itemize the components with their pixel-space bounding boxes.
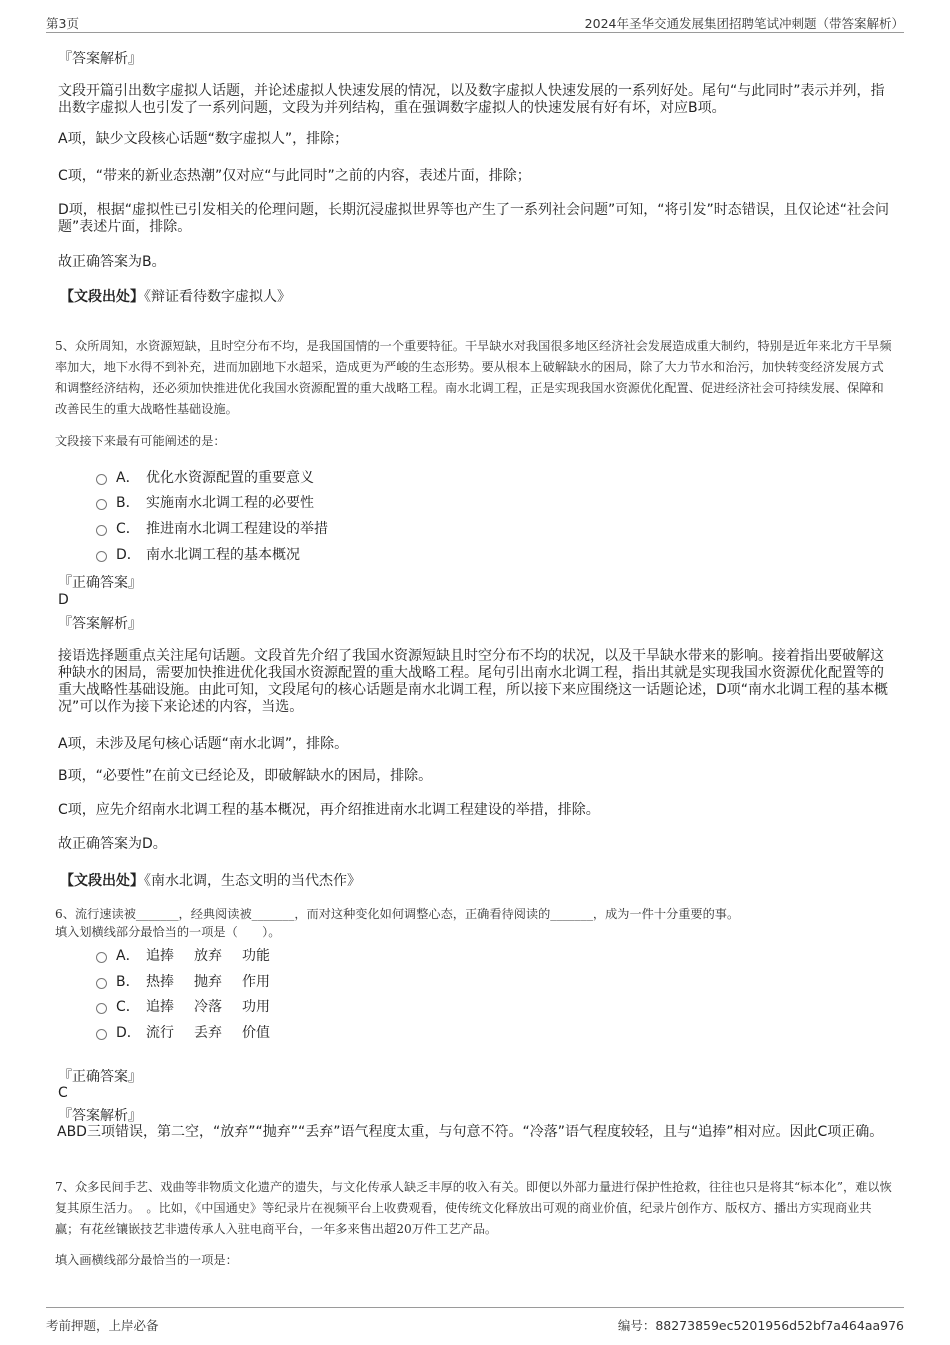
page-footer <box>46 1307 904 1338</box>
option-word: 流行 <box>146 1025 174 1041</box>
q6-option-a[interactable] <box>96 946 290 964</box>
option-text: 南水北调工程的基本概况 <box>146 547 300 563</box>
q5-option-b[interactable] <box>96 493 314 511</box>
q7-prompt: 填入画横线部分最恰当的一项是： <box>55 1253 238 1267</box>
option-text: 优化水资源配置的重要意义 <box>146 470 314 486</box>
option-word: 追捧 <box>146 948 174 964</box>
q5-answer-label: 『正确答案』 <box>58 575 142 591</box>
q6-option-b[interactable] <box>96 972 290 990</box>
q6-answer: C <box>58 1085 68 1101</box>
option-text: 推进南水北调工程建设的举措 <box>146 521 328 537</box>
q5-conclusion: 故正确答案为D。 <box>58 836 167 852</box>
option-letter: B． <box>116 974 140 990</box>
q6-analysis-label: 『答案解析』 <box>58 1108 142 1124</box>
page-number: 第3页 <box>46 16 79 31</box>
q4-conclusion: 故正确答案为B。 <box>58 254 166 270</box>
option-word: 作用 <box>242 974 270 990</box>
radio-icon[interactable] <box>96 525 107 536</box>
option-letter: A． <box>116 470 140 486</box>
document-id: 编号：88273859ec5201956d52bf7a464aa976 <box>617 1318 904 1333</box>
option-letter: D． <box>116 1025 141 1041</box>
q5-prompt: 文段接下来最有可能阐述的是： <box>55 434 226 448</box>
q4-option-d-note: D项，根据“虚拟性已引发相关的伦理问题，长期沉浸虚拟世界等也产生了一系列社会问题”可知，“将引发”时态错误，且仅论述“社会问题”表述片面，排除。 <box>58 202 890 235</box>
option-word: 功用 <box>242 999 270 1015</box>
q5-source <box>60 870 361 890</box>
q5-option-a[interactable] <box>96 468 314 486</box>
radio-icon[interactable] <box>96 551 107 562</box>
radio-icon[interactable] <box>96 499 107 510</box>
q5-option-a-note: A项，未涉及尾句核心话题“南水北调”，排除。 <box>58 736 349 752</box>
q4-source-title: 《辩证看待数字虚拟人》 <box>144 289 291 305</box>
q5-analysis: 接语选择题重点关注尾句话题。文段首先介绍了我国水资源短缺且时空分布不均的状况，以及干旱缺水带来的影响。接着指出要破解这种缺水的困局，需要加快推进优化我国水资源配置的重大战略工程。尾句引出南水北调工程，指出其就是实现我国水资源优化配置等的重大战略性基础设施。由此可知，文段尾句的核心话题是南水北调工程，所以接下来应围绕这一话题论述，D项“南水北调工程的基本概况”可以作为接下来论述的内容，当选。 <box>58 648 889 715</box>
option-letter: C． <box>116 521 140 537</box>
q4-source <box>60 286 291 306</box>
q5-source-title: 《南水北调，生态文明的当代杰作》 <box>144 873 361 889</box>
page-header <box>46 12 904 33</box>
option-word: 放弃 <box>194 948 222 964</box>
option-letter: C． <box>116 999 140 1015</box>
q4-option-a-note: A项，缺少文段核心话题“数字虚拟人”，排除； <box>58 131 349 147</box>
option-letter: D． <box>116 547 141 563</box>
q6-prompt: 填入划横线部分最恰当的一项是（ ）。 <box>55 925 281 939</box>
radio-icon[interactable] <box>96 978 107 989</box>
option-letter: A． <box>116 948 140 964</box>
option-word: 丢弃 <box>194 1025 222 1041</box>
q5-passage: 5、众所周知，水资源短缺，且时空分布不均，是我国国情的一个重要特征。干旱缺水对我国很多地区经济社会发展造成重大制约，特别是近年来北方干旱频率加大，地下水得不到补充，进而加剧地下水超采，造成更为严峻的生态形势。要从根本上破解缺水的困局，除了大力节水和治污，加快转变经济发展方式和调整经济结构，还必须加快推进优化我国水资源配置的重大战略工程。南水北调工程，正是实现我国水资源优化配置、促进经济社会可持续发展、保障和改善民生的重大战略性基础设施。 <box>55 339 892 416</box>
radio-icon[interactable] <box>96 952 107 963</box>
q5-source-label: 【文段出处】 <box>60 873 144 889</box>
option-word: 价值 <box>242 1025 270 1041</box>
q6-stem: 6、流行速读被_______，经典阅读被_______，而对这种变化如何调整心态，正确看待阅读的_______，成为一件十分重要的事。 <box>55 907 740 921</box>
q5-option-d[interactable] <box>96 545 300 563</box>
footer-slogan: 考前押题，上岸必备 <box>46 1318 159 1333</box>
q6-answer-label: 『正确答案』 <box>58 1069 142 1085</box>
q4-option-c-note: C项，“带来的新业态热潮”仅对应“与此同时”之前的内容，表述片面，排除； <box>58 168 531 184</box>
radio-icon[interactable] <box>96 1003 107 1014</box>
q5-analysis-label: 『答案解析』 <box>58 616 142 632</box>
option-word: 追捧 <box>146 999 174 1015</box>
q5-option-b-note: B项，“必要性”在前文已经论及，即破解缺水的困局，排除。 <box>58 768 433 784</box>
q6-option-d[interactable] <box>96 1023 290 1041</box>
q4-source-label: 【文段出处】 <box>60 289 144 305</box>
q7-passage: 7、众多民间手艺、戏曲等非物质文化遗产的遗失，与文化传承人缺乏丰厚的收入有关。即便以外部力量进行保护性抢救，往往也只是将其“标本化”，难以恢复其原生活力。 。比如，《中国通史》等纪录片在视频平台上收费观看，使传统文化释放出可观的商业价值，纪录片创作方、版权方、播出方实现商业共赢；有花丝镶嵌技艺非遗传承人入驻电商平台，一年多来售出超20万件工艺产品。 <box>55 1180 892 1236</box>
option-word: 抛弃 <box>194 974 222 990</box>
q6-option-c[interactable] <box>96 997 290 1015</box>
option-word: 热捧 <box>146 974 174 990</box>
q5-option-c-note: C项，应先介绍南水北调工程的基本概况，再介绍推进南水北调工程建设的举措，排除。 <box>58 802 600 818</box>
option-word: 功能 <box>242 948 270 964</box>
document-title: 2024年圣华交通发展集团招聘笔试冲刺题（带答案解析） <box>584 16 904 31</box>
q4-analysis: 文段开篇引出数字虚拟人话题，并论述虚拟人快速发展的情况，以及数字虚拟人快速发展的一系列好处。尾句“与此同时”表示并列，指出数字虚拟人也引发了一系列问题，文段为并列结构，重在强调数字虚拟人的快速发展有好有坏，对应B项。 <box>58 83 885 116</box>
radio-icon[interactable] <box>96 474 107 485</box>
option-letter: B． <box>116 495 140 511</box>
q5-option-c[interactable] <box>96 519 328 537</box>
q5-answer: D <box>58 592 69 608</box>
option-text: 实施南水北调工程的必要性 <box>146 495 314 511</box>
radio-icon[interactable] <box>96 1029 107 1040</box>
option-word: 冷落 <box>194 999 222 1015</box>
q4-analysis-label: 『答案解析』 <box>58 51 142 67</box>
q6-analysis: ABD三项错误，第二空，“放弃”“抛弃”“丢弃”语气程度太重，与句意不符。“冷落”语气程度较轻，且与“追捧”相对应。因此C项正确。 <box>57 1124 884 1140</box>
